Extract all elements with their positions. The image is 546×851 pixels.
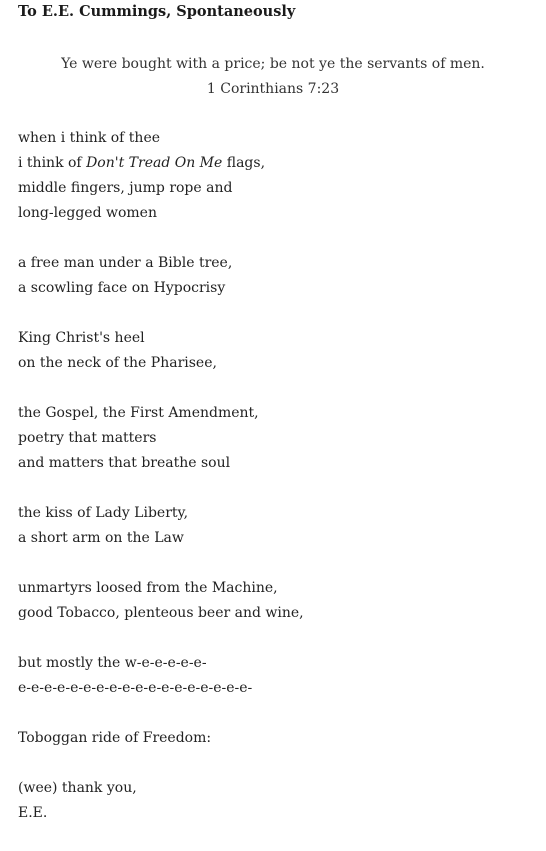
poem-line: but mostly the w-e-e-e-e-e- <box>18 655 207 671</box>
poem-body <box>18 126 304 851</box>
poem-line: long-legged women <box>18 205 157 221</box>
poem-line: and matters that breathe soul <box>18 455 231 471</box>
stanza-4 <box>18 401 304 476</box>
poem-line: e-e-e-e-e-e-e-e-e-e-e-e-e-e-e-e-e-e- <box>18 680 253 696</box>
poem-line: the kiss of Lady Liberty, <box>18 505 189 521</box>
epigraph <box>0 52 546 102</box>
stanza-2 <box>18 251 304 301</box>
poem-line: when i think of thee <box>18 130 161 146</box>
poem-signature: E.E. <box>18 805 48 821</box>
stanza-6 <box>18 576 304 626</box>
stanza-3 <box>18 326 304 376</box>
poem-line: poetry that matters <box>18 430 157 446</box>
poem-line: unmartyrs loosed from the Machine, <box>18 580 278 596</box>
poem-title: To E.E. Cummings, Spontaneously <box>18 3 296 20</box>
poem-line: good Tobacco, plenteous beer and wine, <box>18 605 304 621</box>
line-text: i think of <box>18 155 87 171</box>
poem-line: King Christ's heel <box>18 330 145 346</box>
stanza-1 <box>18 126 304 226</box>
poem-line: a scowling face on Hypocrisy <box>18 280 226 296</box>
poem-line: Toboggan ride of Freedom: <box>18 730 212 746</box>
stanza-5 <box>18 501 304 551</box>
poem-line: the Gospel, the First Amendment, <box>18 405 259 421</box>
poem-line: (wee) thank you, <box>18 780 137 796</box>
stanza-8 <box>18 726 304 751</box>
poem-line <box>18 151 304 176</box>
poem-line: on the neck of the Pharisee, <box>18 355 217 371</box>
epigraph-quote: Ye were bought with a price; be not ye the servants of men. <box>61 56 485 72</box>
stanza-7 <box>18 651 304 701</box>
poem-line: a short arm on the Law <box>18 530 184 546</box>
line-text: flags, <box>222 155 266 171</box>
epigraph-citation: 1 Corinthians 7:23 <box>206 81 340 97</box>
poem-line: a free man under a Bible tree, <box>18 255 233 271</box>
stanza-9 <box>18 776 304 826</box>
italic-phrase: Don't Tread On Me <box>86 155 223 171</box>
poem-line: middle fingers, jump rope and <box>18 180 233 196</box>
